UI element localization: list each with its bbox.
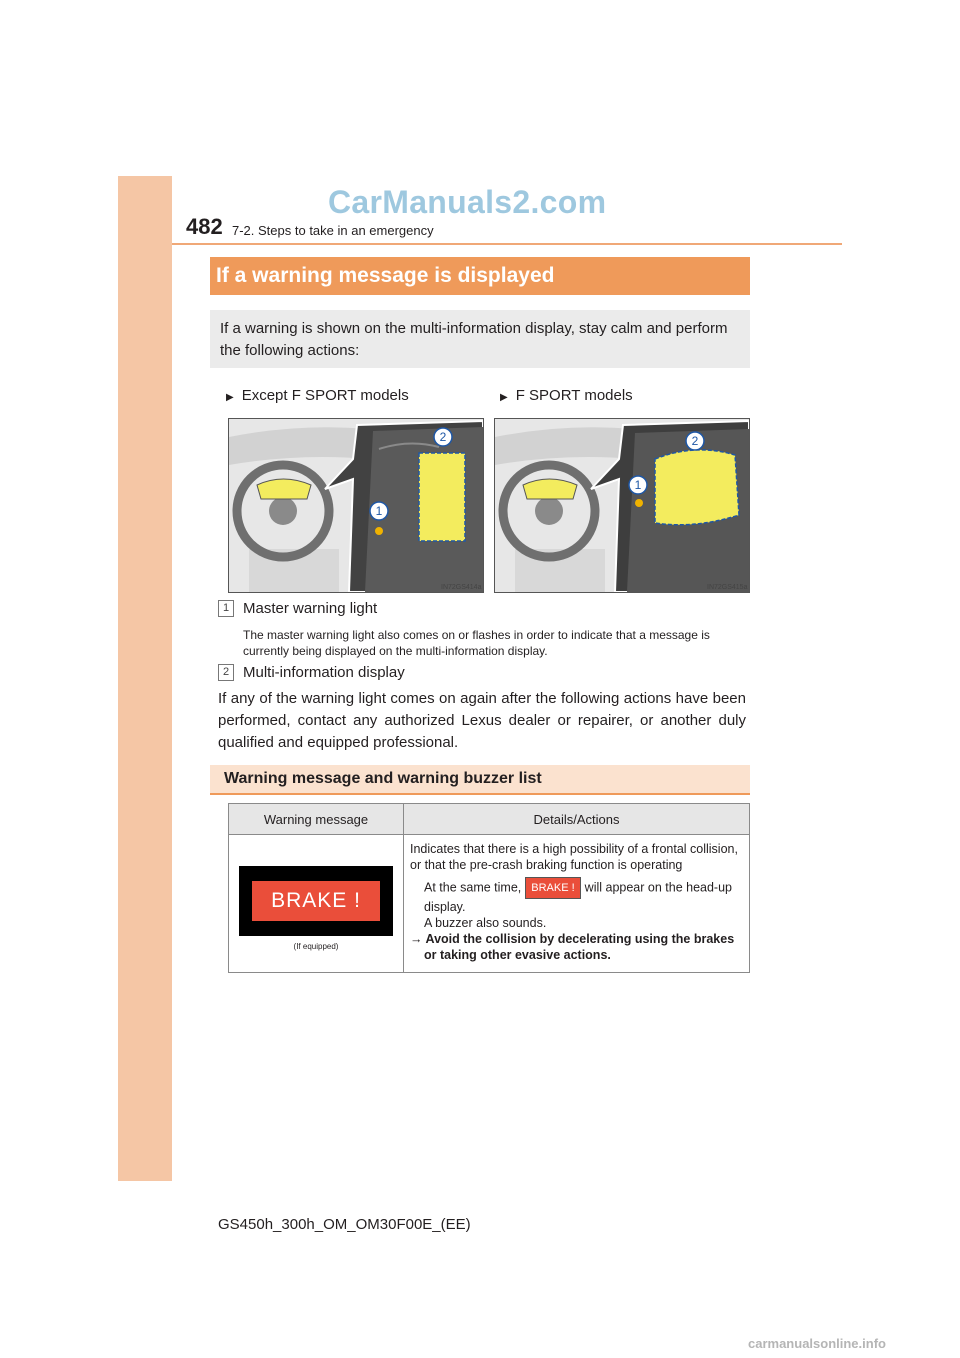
table-row [229,835,750,973]
item-title-master-warning: Master warning light [243,600,378,617]
details-intro: Indicates that there is a high possibility of a frontal collision, or that the pre-crash braking function is operating [410,842,738,872]
arrow-right-icon: → [410,932,423,946]
figure-code: IN72GS414a [441,584,482,591]
warning-message-table [228,803,750,973]
chapter-title: 7-2. Steps to take in an emergency [232,223,434,238]
dashboard-illustration [229,419,483,592]
triangle-bullet-icon: ▶ [226,392,234,403]
action-line: → Avoid the collision by decelerating using the brakes or taking other evasive actions. [410,932,735,962]
table-header-row [229,804,750,835]
chapter-sidebar-tab [118,176,172,1181]
figure-caption-except-fsport: ▶ Except F SPORT models [226,387,409,404]
intro-box: If a warning is shown on the multi-information display, stay calm and perform the following actions: [210,310,750,368]
figure-except-fsport-dashboard [228,418,484,593]
watermark-bottom: carmanualsonline.info [748,1336,886,1351]
callout-2-label: 2 [439,430,447,444]
same-time-line: At the same time, BRAKE ! will appear on the head-up display. [410,877,743,915]
equipped-note: (If equipped) [293,942,339,951]
item-number-1: 1 [218,600,234,617]
page-number: 482 [186,214,223,239]
message-cell [229,835,404,973]
section-title: If a warning message is displayed [210,257,750,295]
brake-warning-display [239,866,393,936]
dashboard-illustration [495,419,749,592]
brake-warning-label: BRAKE ! [252,881,380,921]
buzzer-line: A buzzer also sounds. [424,916,547,930]
callout-2-label: 2 [691,434,699,448]
brake-hud-badge: BRAKE ! [525,877,580,899]
details-cell [404,835,750,973]
watermark-top: CarManuals2.com [328,184,607,220]
item-note-master-warning: The master warning light also comes on or flashes in order to indicate that a message is currently being displayed on the multi-information display. [243,628,710,658]
item-title-multi-info: Multi-information display [243,664,405,681]
body-paragraph: If any of the warning light comes on again after the following actions have been performed, contact any authorized Lexus dealer or repairer, or another duly qualified and equipped professional. [218,690,746,751]
triangle-bullet-icon: ▶ [500,392,508,403]
figure-caption-fsport: ▶ F SPORT models [500,387,633,404]
item-number-2: 2 [218,664,234,681]
footer-code: GS450h_300h_OM_OM30F00E_(EE) [218,1216,471,1233]
column-header-message: Warning message [229,804,404,835]
figure-fsport-dashboard [494,418,750,593]
header-rule [172,243,842,245]
column-header-details: Details/Actions [404,804,750,835]
subsection-title: Warning message and warning buzzer list [210,765,750,795]
figure-code: IN72GS415a [707,584,748,591]
callout-1-label: 1 [634,478,642,492]
callout-1-label: 1 [375,504,383,518]
